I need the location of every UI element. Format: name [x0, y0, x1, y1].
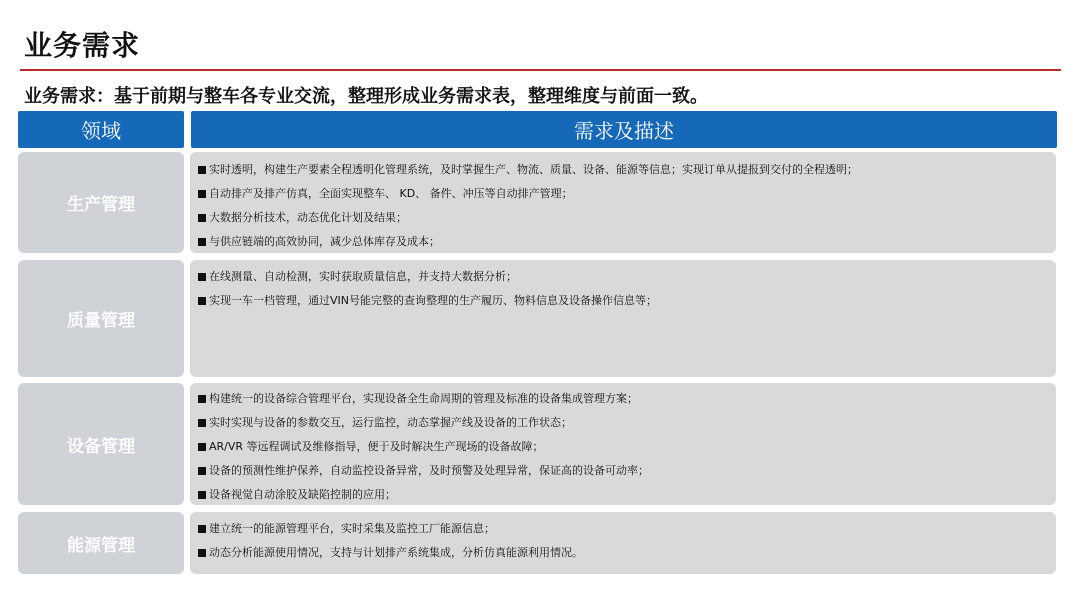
row-body-production — [190, 152, 1056, 253]
bullet-icon — [198, 443, 206, 451]
page-subtitle: 业务需求：基于前期与整车各专业交流，整理形成业务需求表，整理维度与前面一致。 — [24, 86, 708, 107]
bullet-icon — [198, 190, 206, 198]
list-item: 大数据分析技术，动态优化计划及结果； — [198, 206, 1048, 230]
row-body-energy — [190, 512, 1056, 574]
row-label-equipment: 设备管理 — [18, 383, 184, 505]
list-item: 设备视觉自动涂胶及缺陷控制的应用； — [198, 483, 1048, 507]
list-item: 自动排产及排产仿真，全面实现整车、 KD、 备件、冲压等自动排产管理； — [198, 182, 1048, 206]
list-item: 设备的预测性维护保养，自动监控设备异常，及时预警及处理异常，保证高的设备可动率； — [198, 459, 1048, 483]
list-item: 建立统一的能源管理平台，实时采集及监控工厂能源信息； — [198, 517, 1048, 541]
row-label-quality: 质量管理 — [18, 260, 184, 377]
list-item: 动态分析能源使用情况，支持与计划排产系统集成，分析仿真能源利用情况。 — [198, 541, 1048, 565]
list-item: AR/VR 等远程调试及维修指导，便于及时解决生产现场的设备故障； — [198, 435, 1048, 459]
bullet-icon — [198, 166, 206, 174]
bullet-icon — [198, 297, 206, 305]
bullet-icon — [198, 273, 206, 281]
list-item: 构建统一的设备综合管理平台，实现设备全生命周期的管理及标准的设备集成管理方案； — [198, 387, 1048, 411]
bullet-icon — [198, 419, 206, 427]
bullet-icon — [198, 214, 206, 222]
bullet-icon — [198, 525, 206, 533]
header-domain: 领域 — [18, 111, 184, 148]
bullet-icon — [198, 549, 206, 557]
bullet-icon — [198, 491, 206, 499]
list-item: 实时实现与设备的参数交互，运行监控，动态掌握产线及设备的工作状态； — [198, 411, 1048, 435]
list-item: 实时透明，构建生产要素全程透明化管理系统，及时掌握生产、物流、质量、设备、能源等信息；实现订单从提报到交付的全程透明； — [198, 158, 1048, 182]
list-item: 实现一车一档管理，通过VIN号能完整的查询整理的生产履历、物料信息及设备操作信息等； — [198, 289, 1048, 313]
bullet-icon — [198, 467, 206, 475]
row-body-equipment — [190, 383, 1056, 505]
list-item: 与供应链端的高效协同，减少总体库存及成本； — [198, 230, 1048, 254]
bullet-icon — [198, 395, 206, 403]
list-item: 在线测量、自动检测，实时获取质量信息，并支持大数据分析； — [198, 265, 1048, 289]
title-divider — [20, 69, 1061, 71]
row-body-quality — [190, 260, 1056, 377]
row-label-production: 生产管理 — [18, 152, 184, 253]
bullet-icon — [198, 238, 206, 246]
row-label-energy: 能源管理 — [18, 512, 184, 574]
header-description: 需求及描述 — [191, 111, 1057, 148]
page-title: 业务需求 — [24, 29, 141, 62]
